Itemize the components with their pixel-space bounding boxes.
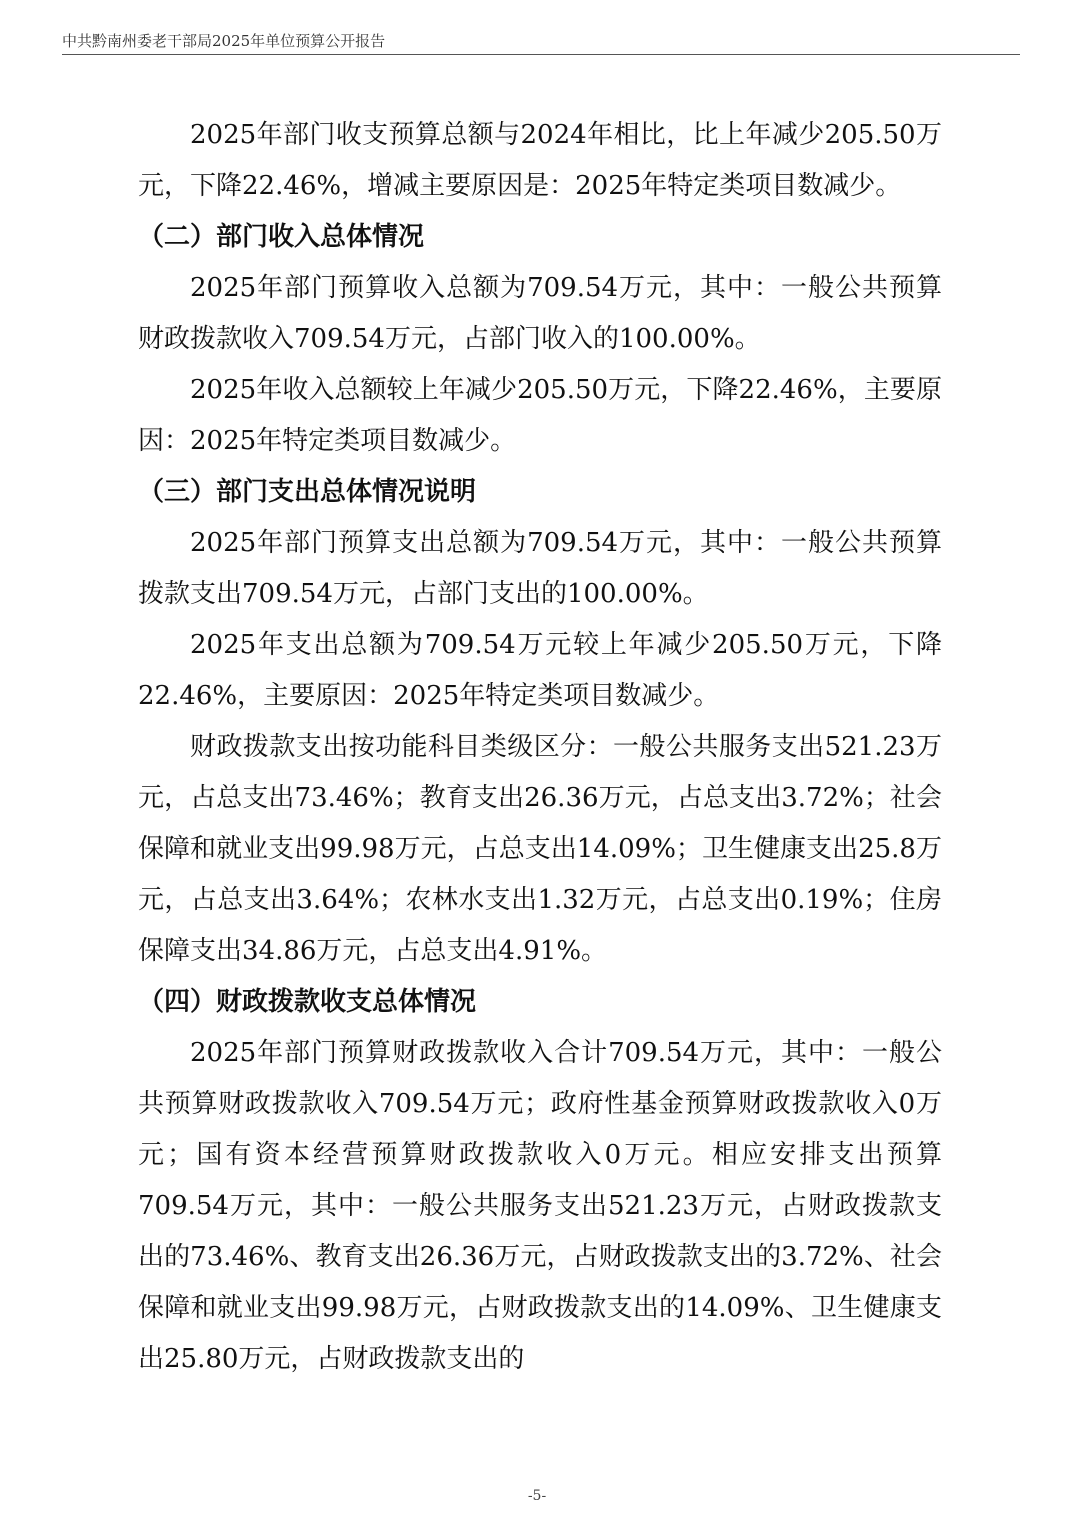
- section-heading-expenditure: （三）部门支出总体情况说明: [138, 477, 477, 507]
- paragraph-budget-total-change: 2025年部门收支预算总额与2024年相比，比上年减少205.50万元，下降22.46%，增减主要原因是：2025年特定类项目数减少。: [138, 120, 942, 201]
- paragraph-fiscal-appropriation: 2025年部门预算财政拨款收入合计709.54万元，其中：一般公共预算财政拨款收入709.54万元；政府性基金预算财政拨款收入0万元；国有资本经营预算财政拨款收入0万元。相应安排支出预算709.54万元，其中：一般公共服务支出521.23万元，占财政拨款支出的73.46%、教育支出26.36万元，占财政拨款支出的3.72%、社会保障和就业支出99.98万元，占财政拨款支出的14.09%、卫生健康支出25.80万元，占财政拨款支出的: [138, 1038, 942, 1374]
- paragraph-income-total: 2025年部门预算收入总额为709.54万元，其中：一般公共预算财政拨款收入709.54万元，占部门收入的100.00%。: [138, 273, 942, 354]
- paragraph-expenditure-by-function: 财政拨款支出按功能科目类级区分：一般公共服务支出521.23万元，占总支出73.46%；教育支出26.36万元，占总支出3.72%；社会保障和就业支出99.98万元，占总支出14.09%；卫生健康支出25.8万元，占总支出3.64%；农林水支出1.32万元，占总支出0.19%；住房保障支出34.86万元，占总支出4.91%。: [138, 732, 942, 966]
- section-heading-income: （二）部门收入总体情况: [138, 222, 425, 252]
- document-body: [138, 110, 942, 1385]
- paragraph-income-change: 2025年收入总额较上年减少205.50万元，下降22.46%，主要原因：2025年特定类项目数减少。: [138, 375, 942, 456]
- header-divider: [62, 54, 1020, 55]
- paragraph-expenditure-total: 2025年部门预算支出总额为709.54万元，其中：一般公共预算拨款支出709.54万元，占部门支出的100.00%。: [138, 528, 942, 609]
- paragraph-expenditure-change: 2025年支出总额为709.54万元较上年减少205.50万元，下降22.46%，主要原因：2025年特定类项目数减少。: [138, 630, 942, 711]
- page-number: -5-: [527, 1488, 547, 1504]
- section-heading-fiscal-appropriation: （四）财政拨款收支总体情况: [138, 987, 477, 1017]
- page-header-title: 中共黔南州委老干部局2025年单位预算公开报告: [62, 32, 386, 50]
